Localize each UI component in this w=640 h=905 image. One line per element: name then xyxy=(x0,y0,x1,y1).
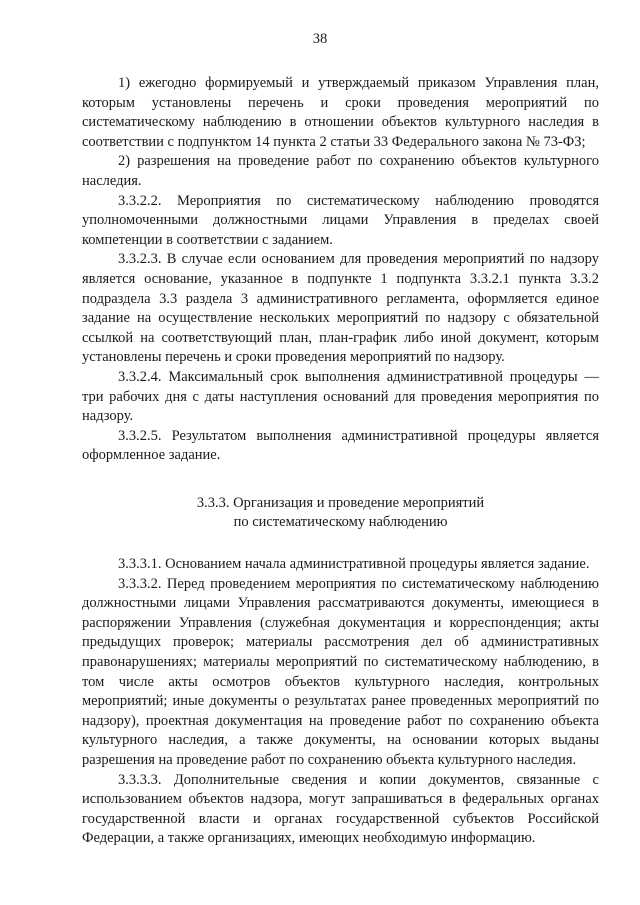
clause-3-3-3-2: 3.3.3.2. Перед проведением мероприятия по систематическому наблюдению должностными лицами Управления рассматриваются документы, имеющиеся в распоряжении Управления (служебная документация и корреспонденция; акты предыдущих проверок; материалы рассмотрения дел об административных правонарушениях; материалы мероприятий по систематическому наблюдению, в том числе акты осмотров объектов культурного наследия, контрольных мероприятий; иные документы о результатах ранее проведенных мероприятий по надзору), проектная документация на проведение работ по сохранению объекта культурного наследия, а также документы, на основании которых выданы разрешения на проведение работ по сохранению объекта культурного наследия. xyxy=(82,575,599,768)
list-item-permits: 2) разрешения на проведение работ по сохранению объектов культурного наследия. xyxy=(82,153,599,189)
clause-3-3-2-4: 3.3.2.4. Максимальный срок выполнения административной процедуры — три рабочих дня с даты наступления оснований для проведения мероприятия по надзору. xyxy=(82,368,599,425)
clause-3-3-3-1: 3.3.3.1. Основанием начала административной процедуры является задание. xyxy=(118,556,590,573)
document-body xyxy=(82,74,599,849)
clause-3-3-2-5: 3.3.2.5. Результатом выполнения административной процедуры является оформленное задание. xyxy=(82,427,599,464)
section-heading-3-3-3 xyxy=(82,494,599,533)
section-heading-line-1: 3.3.3. Организация и проведение мероприятий xyxy=(196,494,485,511)
list-item-plan: 1) ежегодно формируемый и утверждаемый приказом Управления план, которым установлены перечень и сроки проведения мероприятий по систематическому наблюдению в отношении объектов культурного наследия в соответствии с подпунктом 14 пункта 2 статьи 33 Федерального закона № 73-ФЗ; xyxy=(82,75,599,150)
clause-3-3-3-3: 3.3.3.3. Дополнительные сведения и копии документов, связанные с использованием объектов надзора, могут запрашиваться в федеральных органах государственной власти и органах государственной субъектов Российской Федерации, а также организациях, имеющих необходимую информацию. xyxy=(82,771,599,847)
clause-3-3-2-3: 3.3.2.3. В случае если основанием для проведения мероприятий по надзору является основание, указанное в подпункте 1 подпункта 3.3.2.1 пункта 3.3.2 подраздела 3.3 раздела 3 административного регламента, оформляется единое задание на осуществление нескольких мероприятий по надзору с обязательной ссылкой на соответствующий план, план-график либо иной документ, которым установлены перечень и сроки проведения мероприятий по надзору. xyxy=(82,251,599,366)
clause-3-3-2-2: 3.3.2.2. Мероприятия по систематическому наблюдению проводятся уполномоченными должностными лицами Управления в пределах своей компетенции в соответствии с заданием. xyxy=(82,192,599,248)
section-heading-line-2: по систематическому наблюдению xyxy=(233,514,448,531)
page-number: 38 xyxy=(312,31,328,47)
